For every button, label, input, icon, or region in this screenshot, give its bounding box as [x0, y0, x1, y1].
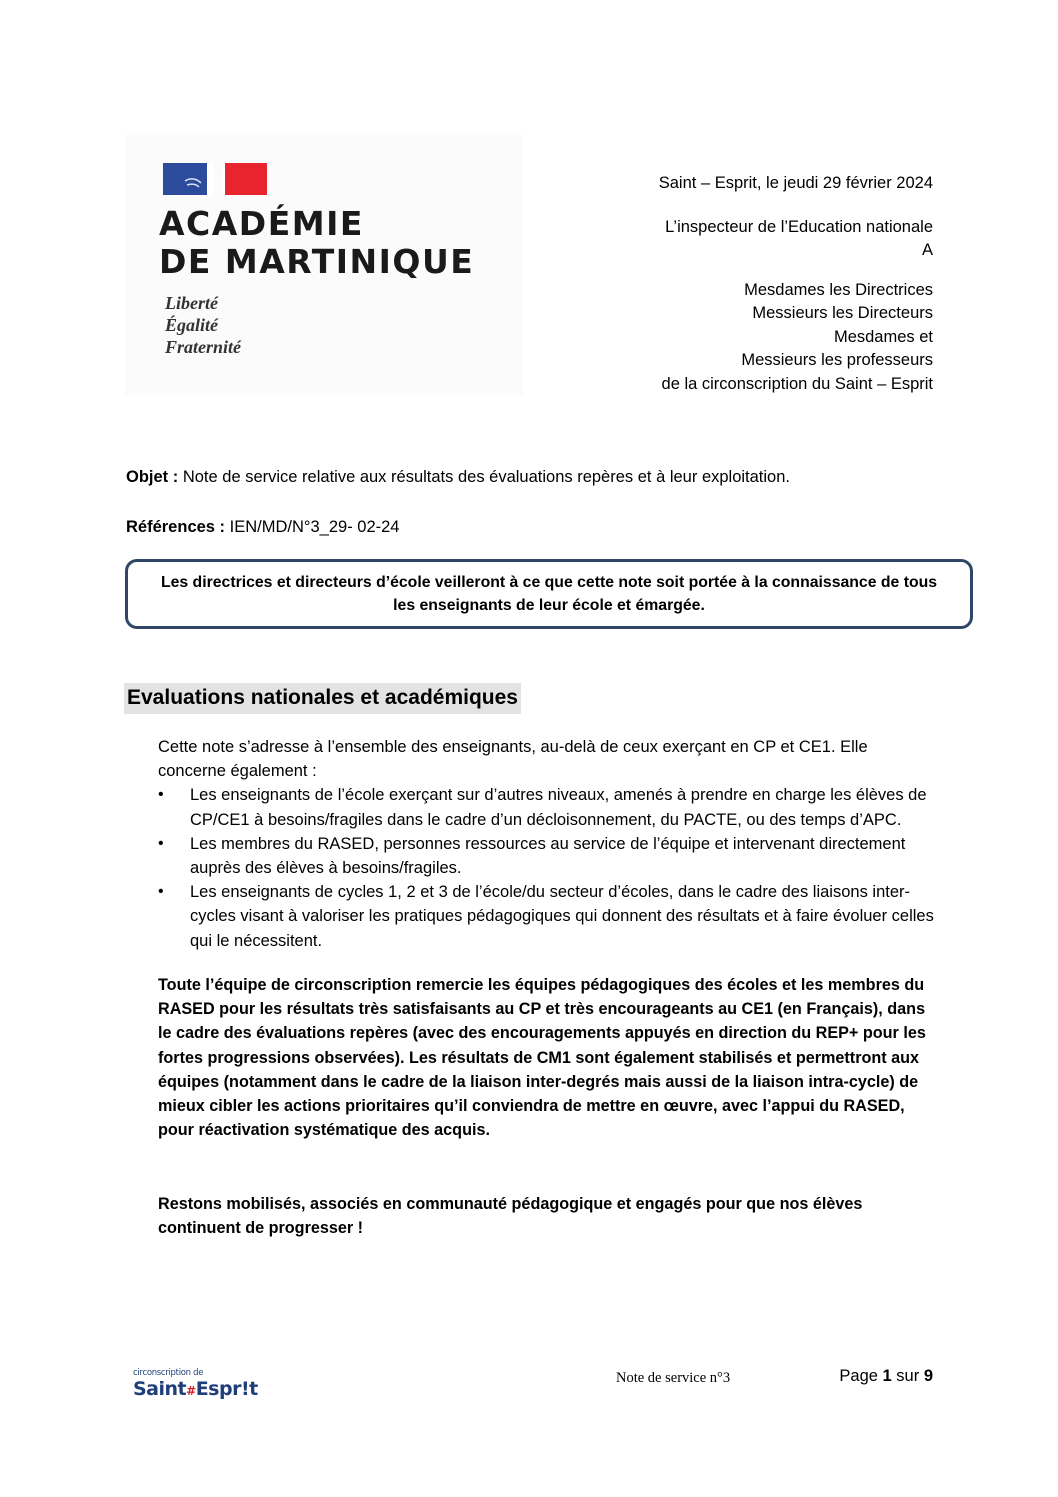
recipient-line: de la circonscription du Saint – Esprit [661, 374, 933, 393]
section-body [158, 735, 938, 953]
sender: L’inspecteur de l’Education nationale A [665, 217, 933, 259]
recipient-line: Messieurs les Directeurs [752, 304, 933, 322]
letter-header [513, 172, 933, 396]
institution-name: ACADÉMIE DE MARTINIQUE [159, 204, 475, 281]
list-item: • Les membres du RASED, personnes ressources au service de l’équipe et intervenant directement auprès des élèves à besoins/fragiles. [158, 832, 938, 880]
academie-logo [125, 135, 523, 395]
page-number: Page 1 sur 9 [839, 1367, 933, 1385]
current-page: 1 [882, 1367, 892, 1385]
recipient-line: Mesdames les Directrices [744, 280, 933, 299]
notice-text: Les directrices et directeurs d’école veilleront à ce que cette note soit portée à la connaissance de tous les enseignants de leur école et émargée. [160, 574, 938, 614]
thanks-paragraph: Toute l’équipe de circonscription remercie les équipes pédagogiques des écoles et les membres du RASED pour les résultats très satisfaisants au CP et très encourageants au CE1 (en Français), dans le cadre des évaluations repères (avec des encouragements appuyés en direction du REP+ pour les fortes progressions observées). Les résultats de CM1 sont également stabilisés et permettront aux équipes (notamment dans le cadre de la liaison inter-degrés mais aussi de la liaison intra-cycle) de mieux cibler les actions prioritaires qu’il conviendra de mettre en œuvre, avec l’appui du RASED, pour réactivation systématique des acquis. [158, 976, 926, 1140]
objet-line [126, 468, 790, 487]
circonscription-logo: circonscription de Saint#Espr!t [133, 1368, 258, 1400]
bullet-icon: • [158, 834, 164, 852]
bullet-list [158, 783, 938, 952]
recipient-line: Mesdames et [833, 327, 933, 346]
intro-paragraph: Cette note s’adresse à l’ensemble des enseignants, au-delà de ceux exerçant en CP et CE1. Elle concerne également : [158, 738, 868, 781]
bullet-icon: • [158, 883, 164, 901]
bullet-icon: • [158, 786, 164, 804]
references-label: Références : [126, 518, 226, 536]
hash-icon: # [186, 1384, 196, 1398]
objet-value: Note de service relative aux résultats des évaluations repères et à leur exploitation. [178, 468, 790, 486]
date-line: Saint – Esprit, le jeudi 29 février 2024 [658, 174, 933, 192]
references-value: IEN/MD/N°3_29- 02-24 [225, 518, 400, 536]
section-title: Evaluations nationales et académiques [124, 683, 521, 714]
notice-box [125, 559, 973, 629]
closing-paragraph: Restons mobilisés, associés en communauté pédagogique et engagés pour que nos élèves continuent de progresser ! [158, 1195, 863, 1238]
republic-motto: Liberté Égalité Fraternité [165, 293, 242, 357]
footer-note-label: Note de service n°3 [616, 1370, 731, 1386]
recipient-line: Messieurs les professeurs [741, 351, 933, 369]
references-line [126, 518, 399, 537]
objet-label: Objet : [126, 468, 179, 486]
list-item: • Les enseignants de l’école exerçant sur d’autres niveaux, amenés à prendre en charge les élèves de CP/CE1 à besoins/fragiles dans le cadre d’un décloisonnement, du PACTE, ou des temps d’APC. [158, 783, 938, 831]
total-pages: 9 [923, 1367, 933, 1385]
marianne-flag-icon [163, 163, 267, 195]
list-item: • Les enseignants de cycles 1, 2 et 3 de l’école/du secteur d’écoles, dans le cadre des liaisons inter-cycles visant à valoriser les pratiques pédagogiques qui donnent des résultats et à faire évoluer celles qui le nécessitent. [158, 880, 938, 953]
recipients [513, 279, 933, 397]
